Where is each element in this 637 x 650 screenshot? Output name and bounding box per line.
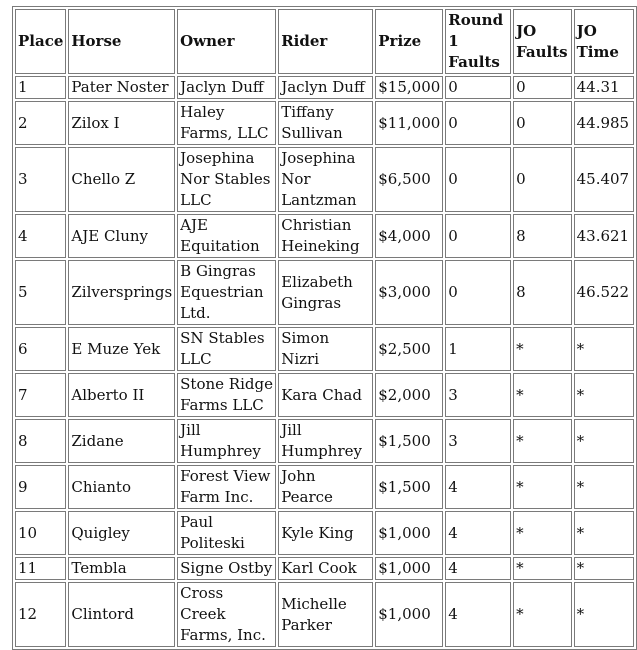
cell-prize: $1,000 [375, 511, 443, 555]
cell-jo-time: * [574, 557, 634, 580]
table-row [15, 147, 634, 212]
cell-jo-time: * [574, 419, 634, 463]
cell-prize: $2,000 [375, 373, 443, 417]
cell-place: 4 [15, 214, 66, 258]
cell-horse: Zilox I [68, 101, 175, 145]
cell-owner: Signe Ostby [177, 557, 276, 580]
header-horse: Horse [68, 9, 175, 74]
cell-round1-faults: 4 [445, 582, 511, 647]
cell-rider: John Pearce [278, 465, 373, 509]
cell-rider: Simon Nizri [278, 327, 373, 371]
cell-jo-faults: 8 [513, 260, 572, 325]
cell-prize: $6,500 [375, 147, 443, 212]
cell-round1-faults: 4 [445, 557, 511, 580]
cell-owner: Stone Ridge Farms LLC [177, 373, 276, 417]
cell-jo-faults: * [513, 327, 572, 371]
cell-jo-time: * [574, 465, 634, 509]
table-row [15, 327, 634, 371]
cell-rider: Josephina Nor Lantzman [278, 147, 373, 212]
cell-owner: SN Stables LLC [177, 327, 276, 371]
cell-horse: Pater Noster [68, 76, 175, 99]
cell-rider: Kyle King [278, 511, 373, 555]
cell-prize: $1,000 [375, 582, 443, 647]
cell-jo-faults: 0 [513, 76, 572, 99]
cell-prize: $15,000 [375, 76, 443, 99]
table-row [15, 373, 634, 417]
cell-round1-faults: 3 [445, 373, 511, 417]
cell-place: 3 [15, 147, 66, 212]
cell-rider: Michelle Parker [278, 582, 373, 647]
cell-place: 10 [15, 511, 66, 555]
header-place: Place [15, 9, 66, 74]
cell-jo-faults: * [513, 557, 572, 580]
cell-jo-faults: * [513, 419, 572, 463]
cell-jo-faults: * [513, 465, 572, 509]
cell-round1-faults: 0 [445, 260, 511, 325]
table-row [15, 511, 634, 555]
cell-rider: Christian Heineking [278, 214, 373, 258]
cell-prize: $1,500 [375, 419, 443, 463]
table-header-row [15, 9, 634, 74]
header-prize: Prize [375, 9, 443, 74]
cell-place: 11 [15, 557, 66, 580]
cell-owner: Jill Humphrey [177, 419, 276, 463]
cell-place: 7 [15, 373, 66, 417]
cell-jo-faults: * [513, 511, 572, 555]
cell-place: 6 [15, 327, 66, 371]
cell-owner: Haley Farms, LLC [177, 101, 276, 145]
cell-prize: $3,000 [375, 260, 443, 325]
table-row [15, 419, 634, 463]
cell-horse: Zilversprings [68, 260, 175, 325]
cell-owner: Paul Politeski [177, 511, 276, 555]
cell-round1-faults: 4 [445, 465, 511, 509]
table-row [15, 582, 634, 647]
cell-place: 2 [15, 101, 66, 145]
header-owner: Owner [177, 9, 276, 74]
cell-horse: AJE Cluny [68, 214, 175, 258]
table-row [15, 76, 634, 99]
header-round1-faults: Round 1 Faults [445, 9, 511, 74]
cell-round1-faults: 1 [445, 327, 511, 371]
cell-round1-faults: 0 [445, 101, 511, 145]
cell-place: 12 [15, 582, 66, 647]
results-table-container [12, 6, 637, 650]
cell-rider: Elizabeth Gingras [278, 260, 373, 325]
cell-jo-faults: 0 [513, 147, 572, 212]
table-row [15, 465, 634, 509]
table-row [15, 101, 634, 145]
cell-prize: $2,500 [375, 327, 443, 371]
cell-jo-time: * [574, 373, 634, 417]
cell-horse: Chello Z [68, 147, 175, 212]
cell-prize: $11,000 [375, 101, 443, 145]
cell-jo-time: 46.522 [574, 260, 634, 325]
cell-horse: Clintord [68, 582, 175, 647]
cell-jo-time: 43.621 [574, 214, 634, 258]
cell-horse: Alberto II [68, 373, 175, 417]
cell-owner: Cross Creek Farms, Inc. [177, 582, 276, 647]
cell-owner: Josephina Nor Stables LLC [177, 147, 276, 212]
cell-owner: Jaclyn Duff [177, 76, 276, 99]
header-jo-faults: JO Faults [513, 9, 572, 74]
header-jo-time: JO Time [574, 9, 634, 74]
cell-place: 9 [15, 465, 66, 509]
cell-jo-faults: * [513, 582, 572, 647]
cell-place: 1 [15, 76, 66, 99]
results-table [12, 6, 637, 650]
cell-horse: Zidane [68, 419, 175, 463]
cell-rider: Kara Chad [278, 373, 373, 417]
cell-horse: Quigley [68, 511, 175, 555]
cell-round1-faults: 0 [445, 76, 511, 99]
cell-round1-faults: 4 [445, 511, 511, 555]
cell-rider: Jaclyn Duff [278, 76, 373, 99]
table-row [15, 214, 634, 258]
cell-owner: AJE Equitation [177, 214, 276, 258]
cell-owner: B Gingras Equestrian Ltd. [177, 260, 276, 325]
table-row [15, 260, 634, 325]
cell-rider: Karl Cook [278, 557, 373, 580]
cell-rider: Tiffany Sullivan [278, 101, 373, 145]
cell-horse: Tembla [68, 557, 175, 580]
cell-prize: $1,000 [375, 557, 443, 580]
header-rider: Rider [278, 9, 373, 74]
cell-jo-time: 45.407 [574, 147, 634, 212]
cell-jo-faults: * [513, 373, 572, 417]
cell-place: 5 [15, 260, 66, 325]
cell-jo-faults: 8 [513, 214, 572, 258]
table-row [15, 557, 634, 580]
cell-prize: $4,000 [375, 214, 443, 258]
cell-owner: Forest View Farm Inc. [177, 465, 276, 509]
cell-horse: Chianto [68, 465, 175, 509]
cell-jo-faults: 0 [513, 101, 572, 145]
cell-jo-time: * [574, 582, 634, 647]
cell-round1-faults: 0 [445, 214, 511, 258]
cell-place: 8 [15, 419, 66, 463]
cell-jo-time: 44.31 [574, 76, 634, 99]
table-body [15, 76, 634, 647]
cell-jo-time: * [574, 511, 634, 555]
cell-rider: Jill Humphrey [278, 419, 373, 463]
cell-jo-time: * [574, 327, 634, 371]
cell-prize: $1,500 [375, 465, 443, 509]
cell-round1-faults: 0 [445, 147, 511, 212]
cell-round1-faults: 3 [445, 419, 511, 463]
cell-jo-time: 44.985 [574, 101, 634, 145]
cell-horse: E Muze Yek [68, 327, 175, 371]
